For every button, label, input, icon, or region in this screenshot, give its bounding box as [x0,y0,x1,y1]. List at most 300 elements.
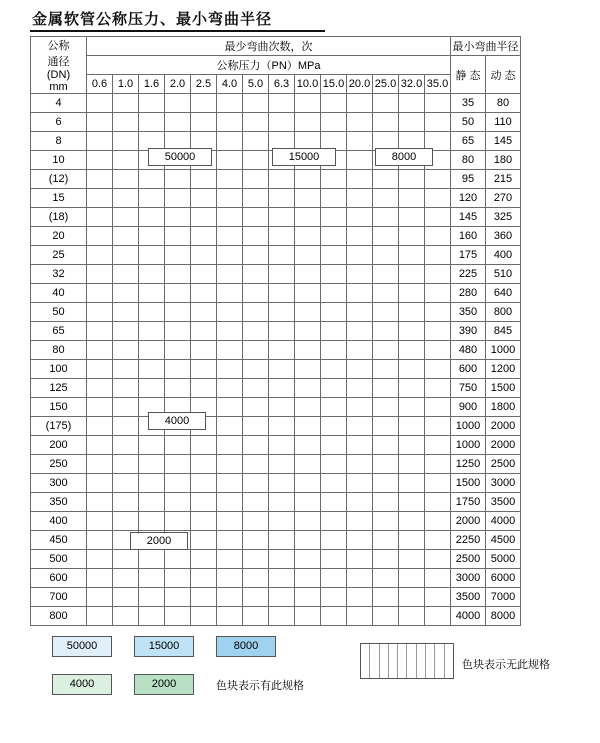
grid-cell [165,550,191,569]
grid-cell [373,531,399,550]
grid-cell [191,379,217,398]
grid-cell [87,341,113,360]
legend-box-8000: 8000 [216,636,276,657]
grid-cell [269,474,295,493]
grid-cell [347,303,373,322]
grid-cell [295,284,321,303]
callout-15000: 15000 [272,148,336,166]
dn-cell: 20 [31,227,87,246]
callout-2000: 2000 [130,532,188,550]
grid-cell [243,151,269,170]
grid-cell [243,569,269,588]
grid-cell [217,113,243,132]
grid-cell [113,303,139,322]
grid-cell [139,588,165,607]
grid-cell [373,227,399,246]
table-header [31,37,521,94]
grid-cell [425,531,451,550]
grid-cell [139,607,165,626]
grid-cell [87,436,113,455]
grid-cell [113,322,139,341]
grid-cell [217,341,243,360]
grid-cell [269,265,295,284]
grid-cell [321,569,347,588]
grid-cell [243,588,269,607]
grid-cell [217,436,243,455]
grid-cell [87,208,113,227]
grid-cell [243,113,269,132]
grid-cell [295,341,321,360]
grid-cell [295,398,321,417]
grid-cell [87,303,113,322]
table-row [31,474,521,493]
grid-cell [139,569,165,588]
dynamic-radius-cell: 2500 [486,455,521,474]
pressure-header-9: 15.0 [321,75,347,94]
grid-cell [347,569,373,588]
grid-cell [399,208,425,227]
table-row [31,417,521,436]
spec-table [30,36,521,626]
callout-50000: 50000 [148,148,212,166]
table-row [31,607,521,626]
grid-cell [165,303,191,322]
static-radius-cell: 95 [451,170,486,189]
dn-cell: 4 [31,94,87,113]
dn-cell: 600 [31,569,87,588]
dynamic-radius-cell: 845 [486,322,521,341]
dynamic-radius-cell: 325 [486,208,521,227]
grid-cell [165,512,191,531]
grid-cell [425,455,451,474]
grid-cell [139,493,165,512]
legend-empty-note: 色块表示无此规格 [462,659,550,671]
grid-cell [347,550,373,569]
grid-cell [399,284,425,303]
table-row [31,512,521,531]
grid-cell [113,341,139,360]
grid-cell [113,284,139,303]
grid-cell [269,189,295,208]
grid-cell [243,322,269,341]
grid-cell [243,455,269,474]
grid-cell [165,436,191,455]
grid-cell [139,170,165,189]
dn-cell: 400 [31,512,87,531]
grid-cell [347,170,373,189]
grid-cell [217,265,243,284]
grid-cell [217,246,243,265]
grid-cell [191,246,217,265]
dn-cell: 800 [31,607,87,626]
dynamic-radius-cell: 215 [486,170,521,189]
grid-cell [113,569,139,588]
grid-cell [347,379,373,398]
grid-cell [399,94,425,113]
grid-cell [217,493,243,512]
grid-cell [217,94,243,113]
grid-cell [295,227,321,246]
table-row [31,436,521,455]
dynamic-radius-cell: 1500 [486,379,521,398]
grid-cell [321,607,347,626]
legend-color-note: 色块表示有此规格 [216,680,304,692]
callout-8000: 8000 [375,148,433,166]
grid-cell [321,189,347,208]
static-radius-cell: 1000 [451,417,486,436]
grid-cell [113,113,139,132]
grid-cell [425,303,451,322]
dynamic-radius-cell: 2000 [486,417,521,436]
static-radius-cell: 3000 [451,569,486,588]
grid-cell [217,512,243,531]
grid-cell [165,341,191,360]
dn-header-line4: mm [49,81,68,93]
grid-cell [269,512,295,531]
table-row [31,531,521,550]
static-radius-cell: 280 [451,284,486,303]
pressure-header-13: 35.0 [425,75,451,94]
grid-cell [399,474,425,493]
grid-cell [113,265,139,284]
grid-cell [243,170,269,189]
grid-cell [243,265,269,284]
grid-cell [269,360,295,379]
pressure-header-0: 0.6 [87,75,113,94]
dn-cell: 450 [31,531,87,550]
grid-cell [217,360,243,379]
grid-cell [425,493,451,512]
grid-cell [295,455,321,474]
grid-cell [425,607,451,626]
grid-cell [113,550,139,569]
table-row [31,588,521,607]
grid-cell [217,455,243,474]
grid-cell [321,474,347,493]
dn-cell: 65 [31,322,87,341]
grid-cell [295,436,321,455]
grid-cell [113,132,139,151]
dn-cell: 50 [31,303,87,322]
grid-cell [165,607,191,626]
grid-cell [113,208,139,227]
grid-cell [113,588,139,607]
pressure-header-8: 10.0 [295,75,321,94]
grid-cell [113,189,139,208]
dynamic-radius-cell: 270 [486,189,521,208]
grid-cell [113,227,139,246]
grid-cell [321,322,347,341]
static-radius-cell: 350 [451,303,486,322]
grid-cell [399,227,425,246]
grid-cell [113,474,139,493]
grid-cell [425,227,451,246]
grid-cell [191,94,217,113]
grid-cell [399,512,425,531]
grid-cell [139,341,165,360]
dynamic-radius-cell: 510 [486,265,521,284]
dn-cell: 15 [31,189,87,208]
grid-cell [165,113,191,132]
grid-cell [321,113,347,132]
grid-cell [243,550,269,569]
legend-box-2000: 2000 [134,674,194,695]
grid-cell [139,303,165,322]
grid-cell [425,398,451,417]
grid-cell [243,360,269,379]
grid-cell [87,170,113,189]
table-row [31,94,521,113]
dynamic-radius-cell: 6000 [486,569,521,588]
grid-cell [373,208,399,227]
grid-cell [347,284,373,303]
grid-cell [217,417,243,436]
table-row [31,227,521,246]
grid-cell [87,113,113,132]
pressure-header-10: 20.0 [347,75,373,94]
grid-cell [373,113,399,132]
grid-cell [373,94,399,113]
grid-cell [295,379,321,398]
grid-cell [87,94,113,113]
grid-cell [113,417,139,436]
dynamic-radius-cell: 5000 [486,550,521,569]
table-row [31,455,521,474]
grid-cell [243,493,269,512]
pressure-header-1: 1.0 [113,75,139,94]
grid-cell [191,569,217,588]
table-row [31,265,521,284]
grid-cell [87,151,113,170]
grid-cell [243,132,269,151]
grid-cell [347,607,373,626]
grid-cell [373,569,399,588]
grid-cell [165,227,191,246]
grid-cell [113,436,139,455]
grid-cell [191,265,217,284]
dn-cell: 300 [31,474,87,493]
grid-cell [321,531,347,550]
grid-cell [217,284,243,303]
grid-cell [243,341,269,360]
static-radius-cell: 2250 [451,531,486,550]
grid-cell [347,151,373,170]
grid-cell [191,189,217,208]
grid-cell [113,246,139,265]
grid-cell [243,531,269,550]
grid-cell [295,531,321,550]
dn-cell: 10 [31,151,87,170]
grid-cell [399,455,425,474]
dynamic-radius-cell: 1000 [486,341,521,360]
grid-cell [269,322,295,341]
grid-cell [321,208,347,227]
grid-cell [321,588,347,607]
dynamic-radius-cell: 4000 [486,512,521,531]
pressure-header-4: 2.5 [191,75,217,94]
grid-cell [425,189,451,208]
grid-cell [321,360,347,379]
grid-cell [191,360,217,379]
grid-cell [139,512,165,531]
grid-cell [217,170,243,189]
grid-cell [295,265,321,284]
grid-cell [217,588,243,607]
grid-cell [191,550,217,569]
grid-cell [425,113,451,132]
grid-cell [191,303,217,322]
grid-cell [269,455,295,474]
grid-cell [243,246,269,265]
legend-box-4000: 4000 [52,674,112,695]
static-radius-cell: 175 [451,246,486,265]
dynamic-radius-cell: 8000 [486,607,521,626]
grid-cell [165,493,191,512]
grid-cell [191,341,217,360]
grid-cell [347,227,373,246]
grid-cell [165,208,191,227]
grid-cell [139,284,165,303]
grid-cell [269,531,295,550]
static-radius-cell: 1500 [451,474,486,493]
grid-cell [425,360,451,379]
radius-dynamic-header: 动 态 [486,56,521,94]
dynamic-radius-cell: 4500 [486,531,521,550]
page-title: 金属软管公称压力、最小弯曲半径 [32,12,273,28]
grid-cell [243,94,269,113]
grid-cell [373,455,399,474]
grid-cell [113,360,139,379]
grid-cell [269,379,295,398]
grid-cell [87,550,113,569]
grid-cell [269,113,295,132]
pressure-header-7: 6.3 [269,75,295,94]
dynamic-radius-cell: 640 [486,284,521,303]
grid-cell [113,493,139,512]
grid-cell [399,379,425,398]
grid-cell [373,550,399,569]
grid-cell [113,170,139,189]
grid-cell [295,113,321,132]
grid-cell [165,588,191,607]
grid-cell [399,531,425,550]
legend-empty-swatch [360,643,454,679]
grid-cell [191,455,217,474]
grid-cell [373,379,399,398]
grid-cell [191,170,217,189]
dn-cell: (12) [31,170,87,189]
grid-cell [165,569,191,588]
grid-cell [87,265,113,284]
grid-cell [347,341,373,360]
grid-cell [87,322,113,341]
grid-cell [139,227,165,246]
dynamic-radius-cell: 7000 [486,588,521,607]
dynamic-radius-cell: 1200 [486,360,521,379]
grid-cell [373,474,399,493]
dn-cell: (175) [31,417,87,436]
grid-cell [87,284,113,303]
grid-cell [217,531,243,550]
grid-cell [399,493,425,512]
grid-cell [269,303,295,322]
grid-cell [269,550,295,569]
legend-box-50000: 50000 [52,636,112,657]
static-radius-cell: 1750 [451,493,486,512]
grid-cell [243,398,269,417]
grid-cell [295,569,321,588]
grid-cell [217,227,243,246]
pressure-header-3: 2.0 [165,75,191,94]
static-radius-cell: 225 [451,265,486,284]
grid-cell [425,284,451,303]
pn-header: 公称压力（PN）MPa [87,56,451,75]
grid-cell [321,550,347,569]
pressure-header-row [31,75,521,94]
grid-cell [347,322,373,341]
static-radius-cell: 145 [451,208,486,227]
grid-cell [425,341,451,360]
grid-cell [87,379,113,398]
grid-cell [399,398,425,417]
grid-cell [243,512,269,531]
grid-cell [295,303,321,322]
dn-cell: 100 [31,360,87,379]
grid-cell [217,398,243,417]
grid-cell [347,493,373,512]
grid-cell [425,208,451,227]
grid-cell [87,493,113,512]
table-row [31,246,521,265]
grid-cell [87,588,113,607]
title-underline [30,30,325,32]
grid-cell [191,588,217,607]
grid-cell [87,246,113,265]
grid-cell [399,189,425,208]
grid-cell [139,322,165,341]
pressure-header-5: 4.0 [217,75,243,94]
dn-cell: 200 [31,436,87,455]
grid-cell [425,588,451,607]
grid-cell [139,474,165,493]
dynamic-radius-cell: 1800 [486,398,521,417]
grid-cell [321,398,347,417]
grid-cell [425,474,451,493]
static-radius-cell: 50 [451,113,486,132]
grid-cell [139,379,165,398]
grid-cell [269,227,295,246]
grid-cell [425,417,451,436]
grid-cell [113,151,139,170]
grid-cell [269,588,295,607]
grid-cell [321,227,347,246]
static-radius-cell: 2000 [451,512,486,531]
grid-cell [243,474,269,493]
grid-cell [425,322,451,341]
grid-cell [269,170,295,189]
grid-cell [113,379,139,398]
dn-header-line3: (DN) [46,69,71,81]
grid-cell [243,379,269,398]
dn-cell: 25 [31,246,87,265]
table-row [31,550,521,569]
grid-cell [191,531,217,550]
grid-cell [295,189,321,208]
grid-cell [139,455,165,474]
static-radius-cell: 160 [451,227,486,246]
grid-cell [87,512,113,531]
grid-cell [243,417,269,436]
